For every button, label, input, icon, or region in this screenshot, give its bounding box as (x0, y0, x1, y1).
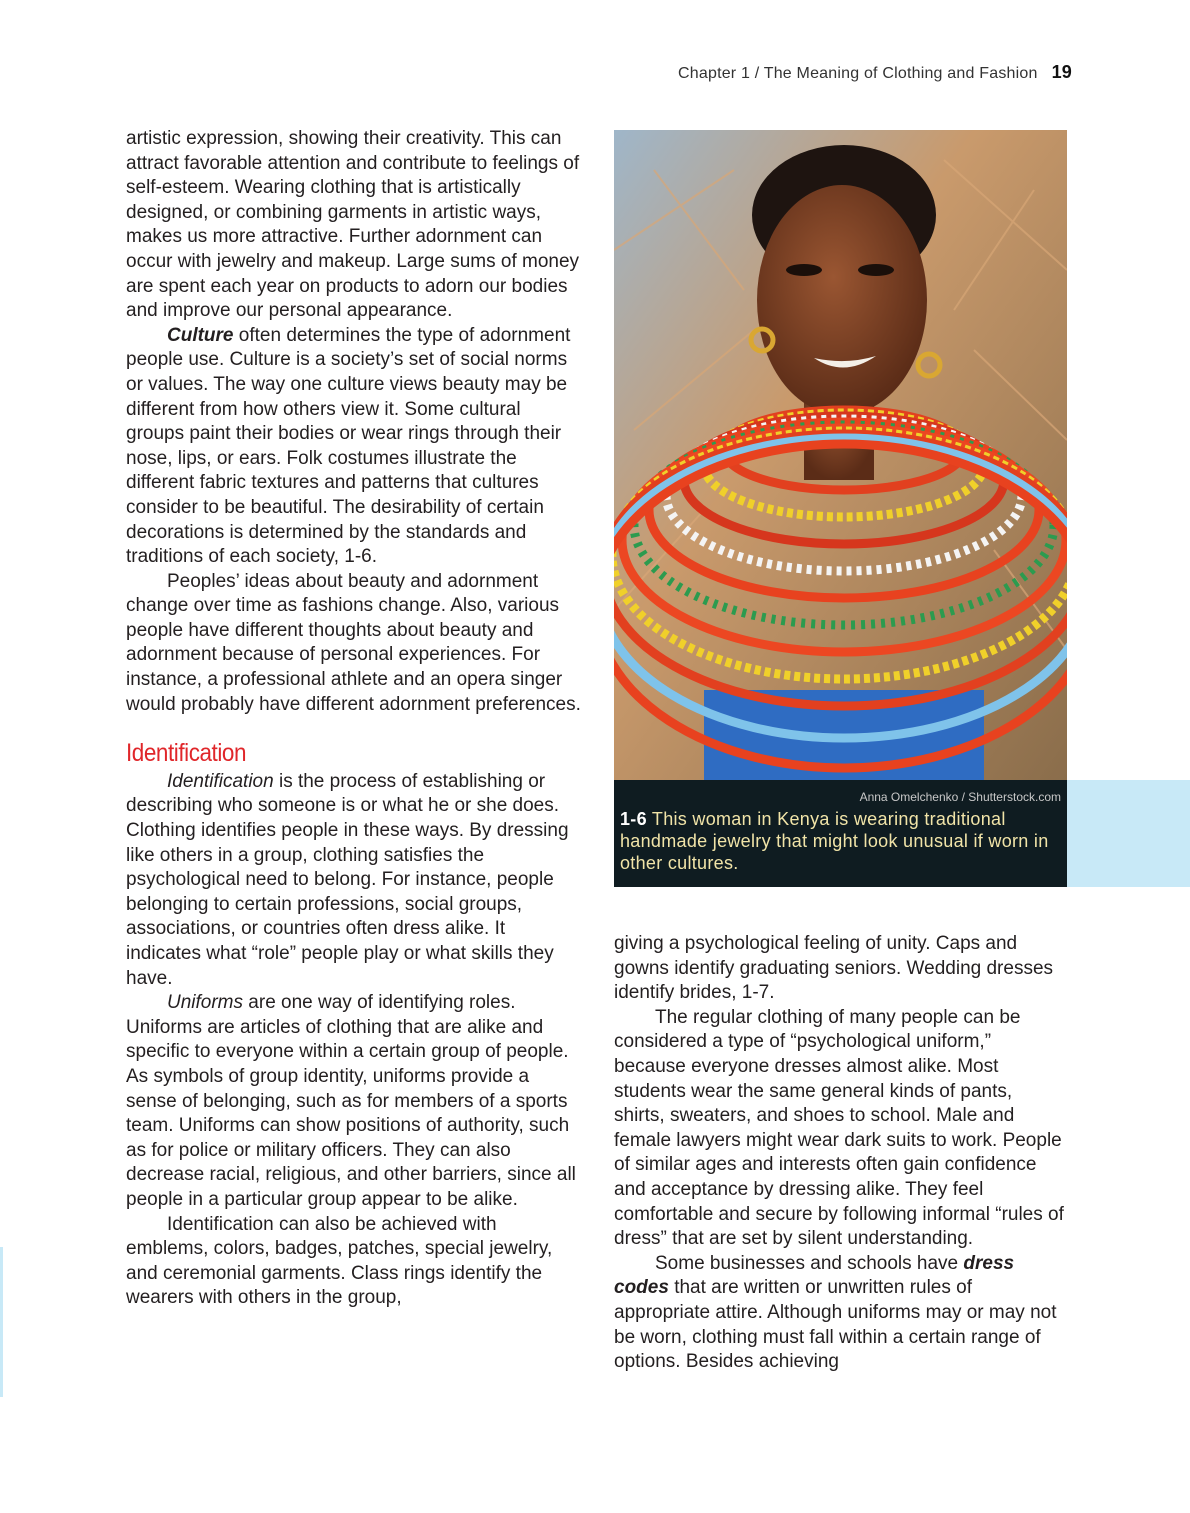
margin-tab (1067, 780, 1190, 887)
paragraph (614, 1252, 1066, 1375)
photo-credit: Anna Omelchenko / Shutterstock.com (859, 790, 1061, 804)
paragraph (126, 991, 581, 1212)
section-heading: Identification (126, 739, 247, 768)
paragraph-text: are one way of identifying roles. Uniforms are articles of clothing that are alike and specific to everyone within a certain group of people. As symbols of group identity, uniforms provide a sense of belonging, such as for members of a sports team. Uniforms can show positions of authority, such as for police or military officers. They can also decrease racial, religious, and other barriers, since all people in a particular group appear to be alike. (126, 992, 576, 1210)
caption-text: This woman in Kenya is wearing traditional handmade jewelry that might look unusual if worn in other cultures. (620, 809, 1049, 873)
right-column (614, 932, 1066, 1375)
figure-number: 1-6 (620, 809, 647, 829)
paragraph-text: that are written or unwritten rules of appropriate attire. Although uniforms may or may not be worn, clothing must fall within a certain range of options. Besides achieving (614, 1277, 1057, 1373)
paragraph-text: is the process of establishing or describing who someone is or what he or she does. Clothing identifies people in these ways. By dressing like others in a group, clothing satisfies the psychological need to belong. For instance, people belonging to certain professions, social groups, associations, or countries often dress alike. It indicates what “role” people play or what skills they have. (126, 770, 569, 989)
page-number: 19 (1051, 62, 1072, 82)
paragraph: The regular clothing of many people can be considered a type of “psychological uniform,” because everyone dresses almost alike. Most students wear the same general kinds of pants, shirts, sweaters, and shoes to school. Male and female lawyers might wear dark suits to work. People of similar ages and interests often gain confidence and acceptance by dressing alike. They feel comfortable and secure by following informal “rules of dress” that are set by silent understanding. (614, 1006, 1064, 1250)
margin-bar (0, 1247, 3, 1397)
key-term: dress codes (614, 1252, 1015, 1299)
paragraph: artistic expression, showing their creativity. This can attract favorable attention and contribute to feelings of self-esteem. Wearing clothing that is artistically designed, or combining garments in artistic ways, makes us more attractive. Further adornment can occur with jewelry and makeup. Large sums of money are spent each year on products to adorn our bodies and improve our personal appearance. (126, 128, 580, 322)
paragraph (126, 770, 581, 991)
running-head (678, 62, 1072, 83)
italic-term: Identification (167, 770, 274, 792)
paragraph: giving a psychological feeling of unity. Caps and gowns identify graduating seniors. Wedding dresses identify brides, 1-7. (614, 933, 1054, 1004)
paragraph-text: often determines the type of adornment people use. Culture is a society’s set of social norms or values. The way one culture views beauty may be different from how others view it. Some cultural groups paint their bodies or wear rings through their nose, lips, or ears. Folk costumes illustrate the different fabric textures and patterns that cultures consider to be beautiful. The desirability of certain decorations is determined by the standards and traditions of each society, 1-6. (126, 324, 571, 568)
figure-caption-box (614, 780, 1067, 887)
key-term: Culture (167, 324, 234, 346)
left-column (126, 127, 581, 1311)
figure-1-6 (614, 130, 1067, 887)
paragraph-text: Some businesses and schools have (655, 1252, 964, 1274)
running-title: Chapter 1 / The Meaning of Clothing and Fashion (678, 65, 1038, 82)
paragraph: Peoples’ ideas about beauty and adornment change over time as fashions change. Also, various people have different thoughts about beauty and adornment because of personal experiences. For instance, a professional athlete and an opera singer would probably have different adornment preferences. (126, 570, 581, 715)
paragraph: Identification can also be achieved with emblems, colors, badges, patches, special jewelry, and ceremonial garments. Class rings identify the wearers with others in the group, (126, 1213, 553, 1309)
photo-kenyan-woman (614, 130, 1067, 780)
figure-caption (620, 808, 1061, 874)
paragraph (126, 324, 581, 570)
italic-term: Uniforms (167, 992, 244, 1014)
